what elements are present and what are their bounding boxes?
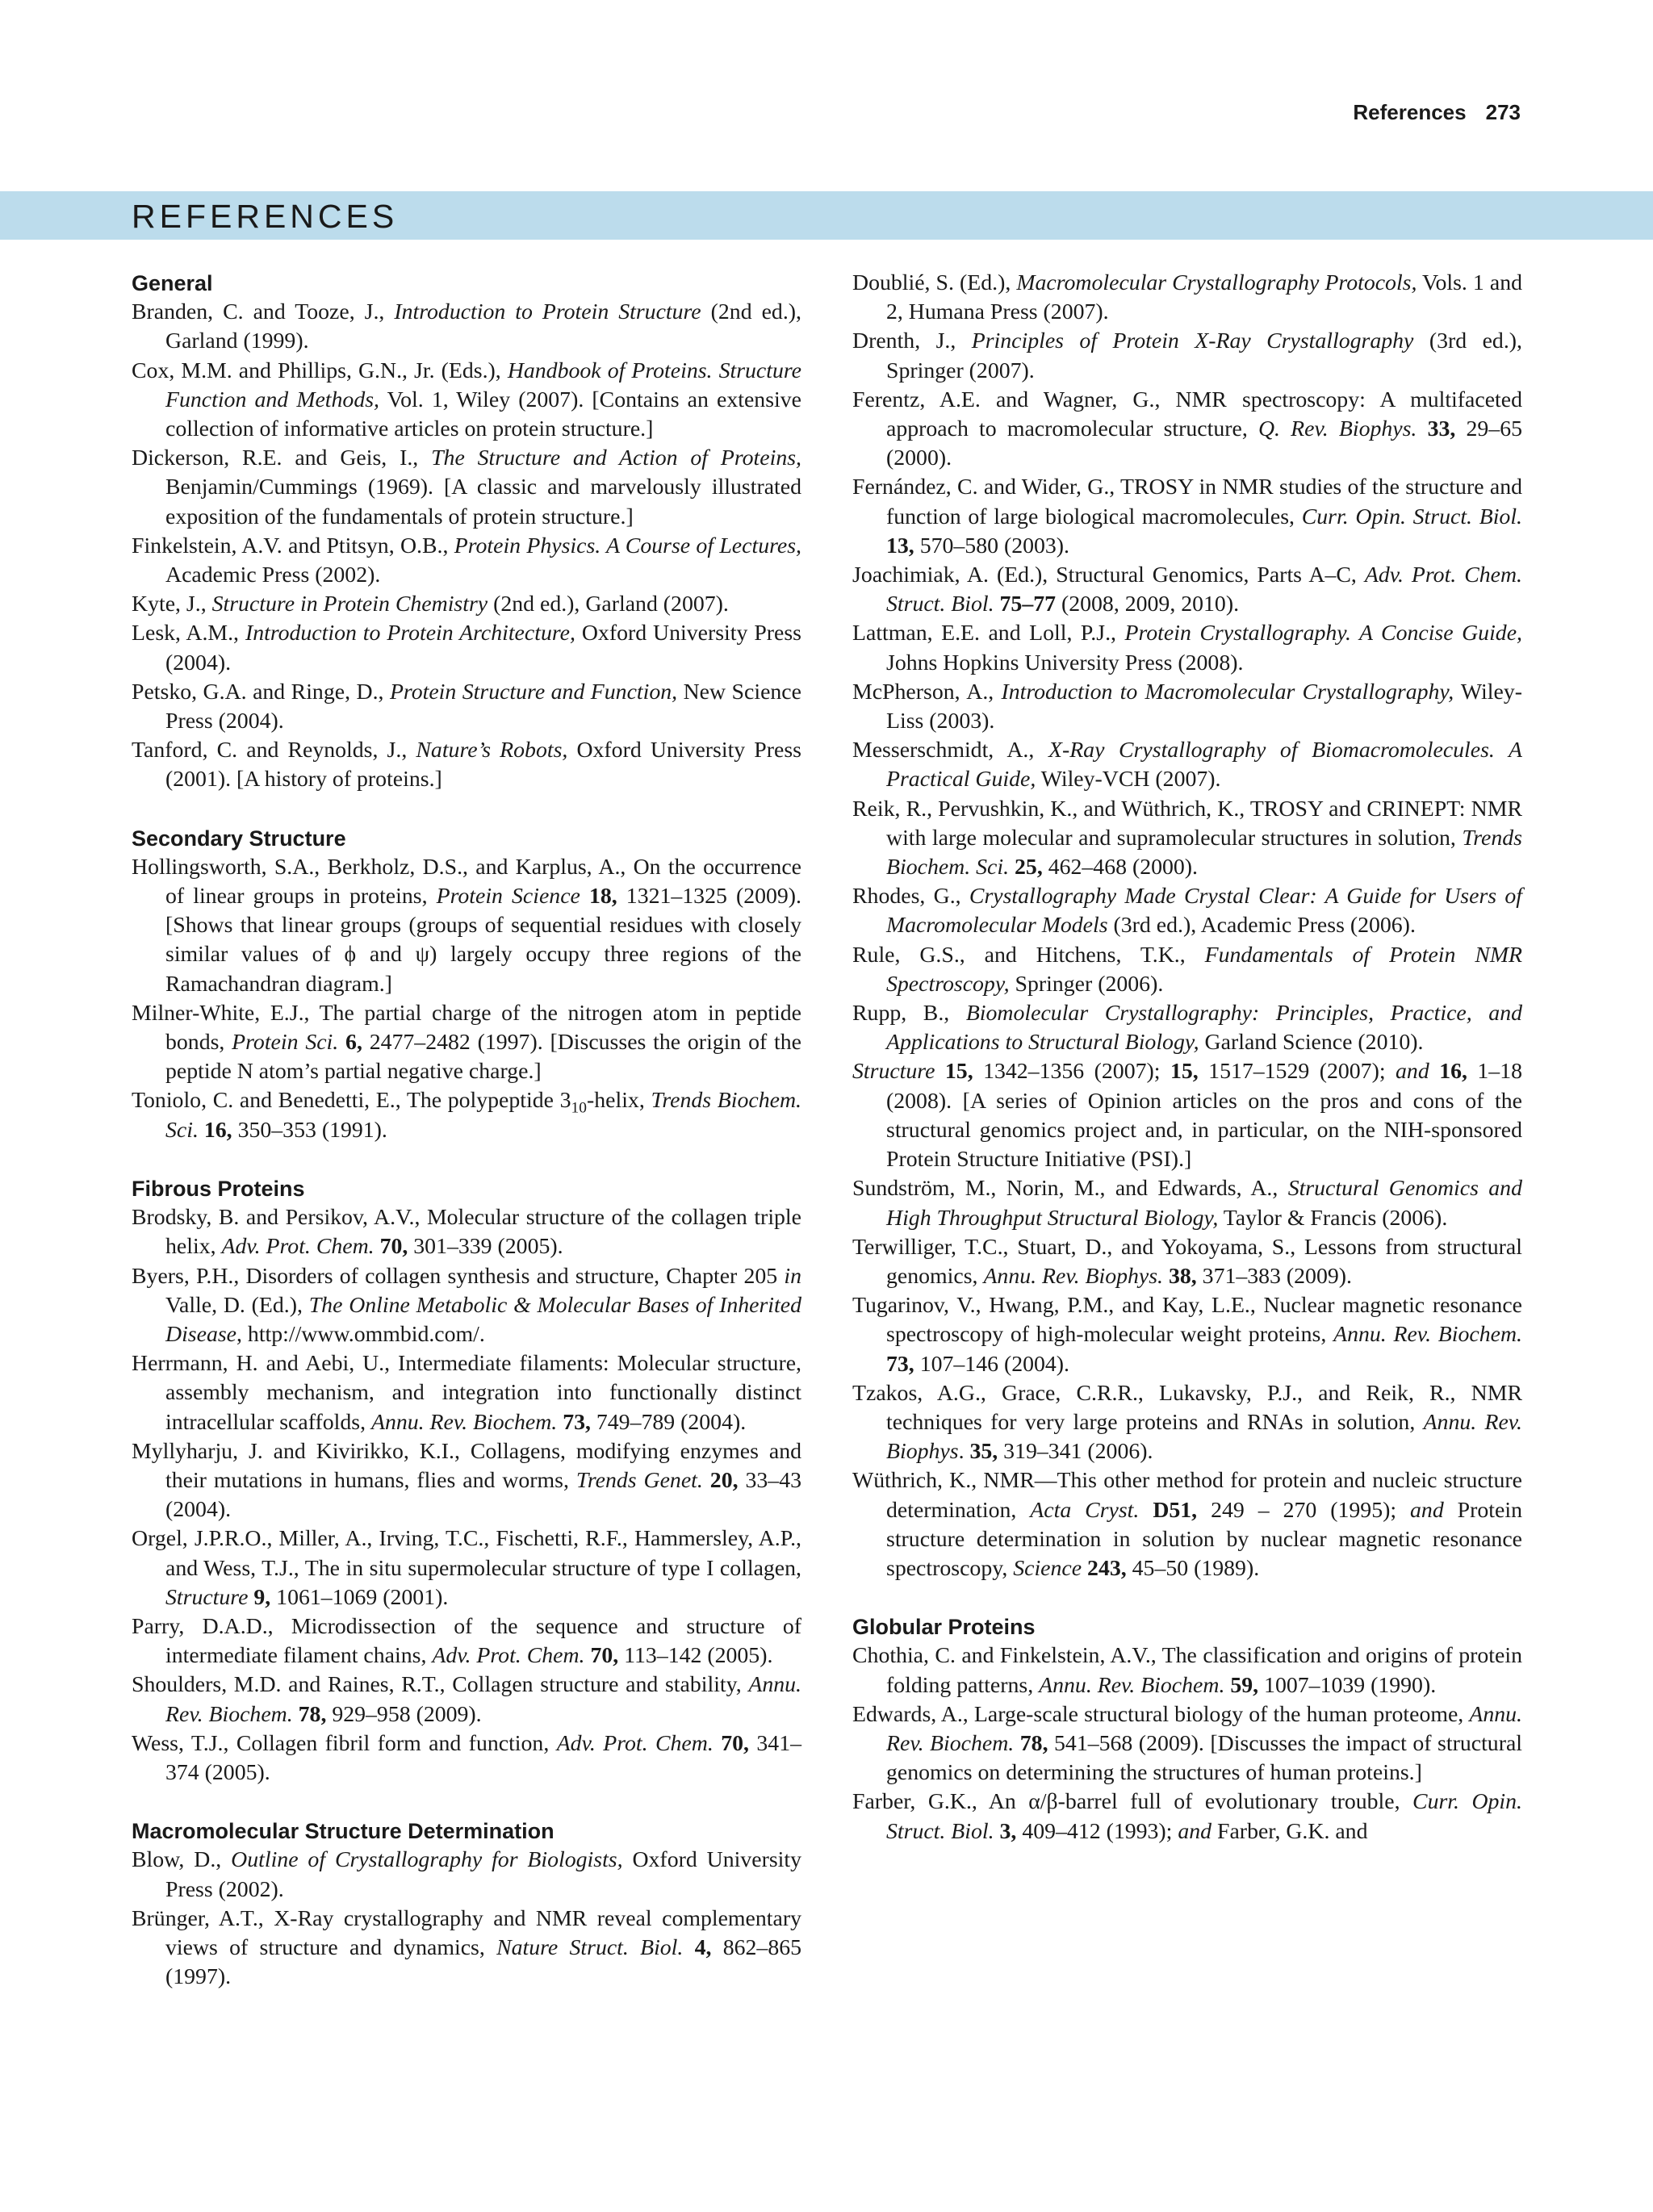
reference-entry [852,1291,1522,1379]
reference-text: Kyte, J., [132,592,212,617]
reference-entry [132,1846,801,1904]
reference-text: 6, [345,1030,362,1056]
reference-entry [852,941,1522,999]
reference-text: in [784,1263,801,1289]
reference-text: 1517–1529 (2007); [1198,1059,1396,1085]
reference-text: 29–65 (2000). [886,416,1522,471]
reference-entry [852,269,1522,327]
reference-text: 371–383 (2009). [1196,1263,1352,1289]
reference-text: 1342–1356 (2007); [973,1059,1170,1085]
reference-text: 570–580 (2003). [914,533,1069,558]
reference-text: Trends Biochem. Sci. [886,825,1522,880]
reference-text: 1061–1069 (2001). [270,1584,449,1610]
reference-text: Cox, M.M. and Phillips, G.N., Jr. (Eds.), [132,358,508,383]
reference-text: 15, [1170,1059,1199,1085]
reference-entry [852,999,1522,1057]
reference-text: 33–43 (2004). [165,1467,801,1523]
section-heading: Globular Proteins [852,1615,1036,1640]
reference-text: Adv. Prot. Chem. [221,1234,375,1260]
reference-text: 59, [1230,1672,1259,1698]
reference-text [703,1468,710,1493]
reference-entry [852,561,1522,619]
reference-text: Macromolecular Crystallography Protocols, [1016,270,1417,295]
reference-text: X-Ray Crystallography of Biomacromolecules. A Practical Guide, [886,738,1522,792]
page-number: 273 [1485,100,1521,124]
reference-text: Structural Genomics and High Throughput Structural Biology, [886,1176,1522,1231]
reference-text: 70, [379,1234,408,1260]
reference-text: Oxford University Press (2001). [A history of proteins.] [165,738,801,792]
reference-text: (2nd ed.), Garland (2007). [488,592,729,617]
reference-text: 70, [721,1730,749,1756]
reference-text: Protein Science [436,884,580,909]
reference-text: Protein Sci. [232,1030,339,1056]
reference-text: 45–50 (1989). [1126,1555,1260,1581]
reference-text [1139,1498,1153,1523]
reference-entry [132,736,801,794]
reference-text: McPherson, A., [852,679,1002,705]
reference-entry [852,1057,1522,1174]
reference-text [375,1234,380,1259]
reference-text: Brünger, A.T., X-Ray crystallography and NMR reveal complementary views of structure and dynamics, [132,1905,801,1960]
reference-text: . [958,1439,970,1465]
reference-text: Annu. Rev. Biochem. [1039,1672,1225,1698]
reference-text: Edwards, A., Large-scale structural biology of the human proteome, [852,1701,1470,1727]
reference-text [293,1702,299,1727]
reference-entry [132,1086,801,1144]
reference-text: Principles of Protein X-Ray Crystallography [971,328,1414,354]
reference-text: 2477–2482 (1997). [Discusses the origin of the peptide N atom’s partial negative charge.] [165,1030,802,1085]
reference-text: Trends Biochem. Sci. [165,1088,801,1143]
reference-text: Reik, R., Pervushkin, K., and Wüthrich, K., TROSY and CRINEPT: NMR with large molecular and supramolecular structures in solution, [852,796,1522,851]
reference-text: 10 [571,1100,587,1118]
reference-text: 15, [944,1059,973,1085]
reference-text: 3, [999,1818,1017,1844]
reference-text: Drenth, J., [852,328,972,354]
reference-text: 25, [1015,855,1043,880]
reference-text: 541–568 (2009). [Discusses the impact of structural genomics on determining the structures of human proteins.] [886,1730,1523,1786]
reference-entry [132,1729,801,1788]
reference-text [994,1819,1000,1844]
reference-text: 1007–1039 (1990). [1258,1672,1437,1698]
reference-entry [132,444,801,532]
reference-entry [852,619,1522,677]
reference-text: 4, [694,1934,712,1960]
reference-text [994,592,1000,617]
reference-text: Wess, T.J., Collagen fibril form and function, [132,1730,557,1756]
reference-text: Adv. Prot. Chem. [556,1730,714,1756]
reference-text: Valle, D. (Ed.), [165,1292,309,1318]
reference-text: Annu. Rev. Biochem. [165,1672,801,1727]
reference-entry [852,736,1522,794]
reference-text: Lattman, E.E. and Loll, P.J., [852,621,1125,646]
reference-text: Handbook of Proteins. Structure Function and Methods, [165,358,801,412]
reference-text: Garland Science (2010). [1199,1030,1424,1056]
reference-text: Hollingsworth, S.A., Berkholz, D.S., and Karplus, A., On the occurrence of linear groups in proteins, [132,854,801,909]
reference-text: 462–468 (2000). [1042,855,1199,880]
reference-text: Curr. Opin. Struct. Biol. [886,1789,1522,1844]
reference-text: 319–341 (2006). [998,1439,1153,1465]
reference-text: Lesk, A.M., [132,621,245,646]
reference-text: 862–865 (1997). [165,1934,802,1990]
reference-text: Rule, G.S., and Hitchens, T.K., [852,942,1205,968]
reference-text: Johns Hopkins University Press (2008). [886,650,1244,675]
reference-text: The Structure and Action of Proteins, [431,445,801,471]
reference-text: Structure [165,1584,249,1610]
reference-text: Adv. Prot. Chem. Struct. Biol. [886,562,1522,617]
reference-text: Introduction to Protein Architecture, [245,621,575,646]
reference-entry [852,473,1522,561]
reference-text: Nature’s Robots, [416,738,568,763]
reference-text: 70, [590,1643,619,1669]
reference-text [1082,1556,1087,1581]
reference-entry [132,1670,801,1729]
reference-text: Trends Genet. [575,1467,703,1493]
reference-text: 243, [1087,1555,1127,1581]
reference-entry [132,1905,801,1992]
reference-text: (3rd ed.), Academic Press (2006). [1107,913,1416,939]
reference-text: 249 – 270 (1995); [1197,1497,1411,1523]
section-heading: Macromolecular Structure Determination [132,1819,554,1844]
reference-text: Fundamentals of Protein NMR Spectroscopy, [886,942,1522,997]
reference-text: Joachimiak, A. (Ed.), Structural Genomics, Parts A–C, [852,562,1365,588]
reference-text: 20, [709,1467,739,1493]
reference-text: (2008, 2009, 2010). [1056,592,1240,617]
reference-text: 1–18 (2008). [A series of Opinion articles on the pros and cons of the structural genomics project and, in particular, on the NIH-sponsored Protein Structure Initiative (PSI).] [886,1059,1522,1173]
reference-text: 409–412 (1993); [1016,1818,1178,1844]
reference-text: Biomolecular Crystallography: Principles, Practice, and Applications to Structural Biology, [886,1001,1523,1056]
reference-text: Terwilliger, T.C., Stuart, D., and Yokoyama, S., Lessons from structural genomics, [852,1234,1522,1289]
reference-text: 18, [588,884,617,909]
reference-text: Tugarinov, V., Hwang, P.M., and Kay, L.E., Nuclear magnetic resonance spectroscopy of high-molecular weight proteins, [852,1293,1522,1348]
section-heading: General [132,271,213,295]
reference-entry [852,1700,1522,1788]
reference-entry [852,1174,1522,1232]
reference-text: Doublié, S. (Ed.), [852,270,1017,295]
reference-text [199,1118,204,1143]
left-column [132,269,801,1992]
reference-entry [132,1203,801,1261]
reference-text: 341–374 (2005). [165,1730,802,1785]
reference-text: 78, [1019,1730,1048,1756]
reference-text: Wiley-Liss (2003). [886,679,1522,734]
reference-text: Outline of Crystallography for Biologists, [231,1847,623,1873]
reference-text: 38, [1168,1263,1197,1289]
reference-text: Vol. 1, Wiley (2007). [Contains an extensive collection of informative articles on protein structure.] [165,387,801,442]
reference-text: 73, [563,1409,591,1435]
reference-text: Petsko, G.A. and Ringe, D., [132,679,390,705]
reference-text: 9, [253,1584,271,1610]
reference-text [683,1935,694,1960]
reference-text: Rupp, B., [852,1001,966,1027]
reference-text: Chothia, C. and Finkelstein, A.V., The classification and origins of protein folding patterns, [852,1643,1522,1698]
reference-entry [132,1612,801,1670]
reference-text: Annu. Rev. Biophys. [983,1263,1164,1289]
reference-text: D51, [1153,1497,1198,1523]
reference-entry [132,619,801,677]
reference-text: Ferentz, A.E. and Wagner, G., NMR spectroscopy: A multifaceted approach to macromolecular structure, [852,387,1522,442]
reference-text: Acta Cryst. [1030,1497,1140,1523]
reference-text: 350–353 (1991). [232,1117,387,1143]
reference-text: Farber, G.K., An α/β-barrel full of evolutionary trouble, [852,1789,1413,1815]
reference-entry [132,532,801,590]
reference-text [1417,416,1427,441]
reference-entry [132,999,801,1087]
reference-text: 107–146 (2004). [914,1351,1069,1377]
reference-text: New Science Press (2004). [165,679,801,734]
reference-entry [852,327,1522,385]
reference-text: 113–142 (2005). [618,1643,773,1669]
reference-entry [132,1437,801,1525]
right-column [852,269,1522,1846]
reference-text: 13, [886,533,914,558]
reference-text: Fernández, C. and Wider, G., TROSY in NMR studies of the structure and function of large biological macromolecules, [852,475,1522,529]
reference-text: Nature Struct. Biol. [496,1934,684,1960]
reference-entry [852,1466,1522,1583]
running-head [1353,100,1521,125]
reference-text: Vols. 1 and 2, Humana Press (2007). [886,270,1522,325]
reference-text: Crystallography Made Crystal Clear: A Guide for Users of Macromolecular Models [886,884,1523,939]
reference-text: Annu. Rev. Biochem. [1333,1322,1522,1348]
reference-text [935,1059,944,1084]
reference-entry [132,298,801,356]
reference-text: Shoulders, M.D. and Raines, R.T., Collagen structure and stability, [132,1672,749,1698]
reference-text: Messerschmidt, A., [852,738,1048,763]
reference-text: Wüthrich, K., NMR—This other method for protein and nucleic structure determination, [852,1468,1522,1523]
section-title: REFERENCES [132,198,399,235]
reference-text: Herrmann, H. and Aebi, U., Intermediate filaments: Molecular structure, assembly mechanism, and integration into functionally distinct intracellular scaffolds, [132,1351,801,1435]
reference-text: Curr. Opin. Struct. Biol. [1301,504,1522,529]
reference-text: Introduction to Macromolecular Crystallography, [1001,679,1454,705]
reference-entry [852,795,1522,883]
reference-text: and [1410,1497,1444,1523]
reference-entry [852,1233,1522,1291]
reference-text: (3rd ed.), Springer (2007). [886,328,1522,383]
reference-text: 35, [969,1439,998,1465]
reference-text: (2nd ed.), Garland (1999). [165,299,801,354]
reference-text: Protein Crystallography. A Concise Guide, [1124,621,1522,646]
reference-text: Annu. Rev. Biophys [886,1409,1523,1465]
reference-entry [852,386,1522,474]
reference-text: Orgel, J.P.R.O., Miller, A., Irving, T.C., Fischetti, R.F., Hammersley, A.P., and Wess, T.J., The in situ supermolecular structure of type I collagen, [132,1526,801,1581]
reference-text: 749–789 (2004). [590,1409,747,1435]
reference-text: Structure [852,1059,935,1085]
reference-text: Farber, G.K. and [1212,1818,1368,1844]
reference-text: and [1396,1059,1429,1085]
reference-entry [132,590,801,619]
section-heading: Secondary Structure [132,826,346,851]
reference-entry [132,357,801,445]
reference-entry [132,678,801,736]
reference-text: 1321–1325 (2009). [Shows that linear groups (groups of sequential residues with closely similar values of ϕ and ψ) largely occupy three regions of the Ramachandran diagram.] [165,884,802,997]
reference-text: 78, [298,1701,327,1727]
section-heading: Fibrous Proteins [132,1176,305,1201]
reference-text: Rhodes, G., [852,884,969,909]
reference-text: Wiley-VCH (2007). [1036,767,1221,792]
reference-text: 33, [1427,416,1456,442]
reference-text [1009,855,1015,880]
reference-text: Branden, C. and Tooze, J., [132,299,395,325]
reference-text: Byers, P.H., Disorders of collagen synthesis and structure, Chapter 205 [132,1263,785,1289]
reference-text [714,1731,721,1756]
reference-text: Protein Physics. A Course of Lectures, [454,533,801,558]
reference-text: Toniolo, C. and Benedetti, E., The polypeptide 3 [132,1088,571,1114]
reference-text: 929–958 (2009). [326,1701,482,1727]
reference-text: Dickerson, R.E. and Geis, I., [132,445,432,471]
reference-text: The Online Metabolic & Molecular Bases of Inherited Disease [165,1292,801,1347]
reference-text: Annu. Rev. Biochem. [370,1409,558,1435]
reference-text: Milner-White, E.J., The partial charge of the nitrogen atom in peptide bonds, [132,1000,801,1056]
reference-text: Sundström, M., Norin, M., and Edwards, A., [852,1176,1288,1202]
reference-text: and [1178,1818,1212,1844]
reference-text: Science [1013,1555,1082,1581]
reference-text: Benjamin/Cummings (1969). [A classic and marvelously illustrated exposition of the fundamentals of protein structure.] [165,475,801,529]
reference-text: Annu. Rev. Biochem. [886,1701,1522,1756]
reference-text: , http://www.ommbid.com/. [236,1321,485,1347]
reference-text: Introduction to Protein Structure [394,299,701,325]
reference-text: Tanford, C. and Reynolds, J., [132,738,416,763]
reference-text [1163,1264,1169,1289]
reference-text: Brodsky, B. and Persikov, A.V., Molecular structure of the collagen triple helix, [132,1205,801,1260]
reference-text: Q. Rev. Biophys. [1258,416,1417,442]
reference-text: 16, [1439,1059,1467,1085]
reference-text: 75–77 [999,592,1057,617]
reference-text: Finkelstein, A.V. and Ptitsyn, O.B., [132,533,454,558]
reference-entry [852,678,1522,736]
reference-entry [132,1524,801,1612]
reference-text [1429,1059,1439,1084]
reference-text [580,884,589,909]
reference-text: 73, [886,1351,914,1377]
reference-text: Parry, D.A.D., Microdissection of the sequence and structure of intermediate filament chains, [132,1613,801,1669]
reference-text: 301–339 (2005). [408,1234,563,1260]
reference-text: Springer (2006). [1009,971,1164,997]
reference-entry [852,1641,1522,1700]
reference-text: Myllyharju, J. and Kivirikko, K.I., Collagens, modifying enzymes and their mutations in humans, flies and worms, [132,1438,801,1493]
section-banner [0,191,1653,240]
reference-text: Blow, D., [132,1847,232,1873]
reference-entry [852,1788,1522,1846]
reference-text: Protein Structure and Function, [389,679,678,705]
reference-text: Academic Press (2002). [165,562,381,588]
reference-text: Adv. Prot. Chem. [432,1643,585,1669]
reference-text: Taylor & Francis (2006). [1218,1205,1448,1231]
reference-text: -helix, [586,1088,651,1114]
reference-text: Tzakos, A.G., Grace, C.R.R., Lukavsky, P.J., and Reik, R., NMR techniques for very large proteins and RNAs in solution, [852,1380,1522,1435]
reference-text: Oxford University Press (2002). [165,1847,801,1902]
reference-entry [852,882,1522,940]
reference-entry [852,1379,1522,1467]
reference-entry [132,853,801,999]
reference-entry [132,1349,801,1437]
reference-text: Structure in Protein Chemistry [211,592,488,617]
reference-text [338,1030,345,1055]
reference-entry [132,1262,801,1350]
reference-text: Protein structure determination in solution by nuclear magnetic resonance spectroscopy, [886,1497,1522,1581]
reference-text: Oxford University Press (2004). [165,621,802,675]
running-head-section: References [1353,100,1467,124]
reference-text: 16, [203,1117,232,1143]
reference-text [1014,1731,1020,1756]
